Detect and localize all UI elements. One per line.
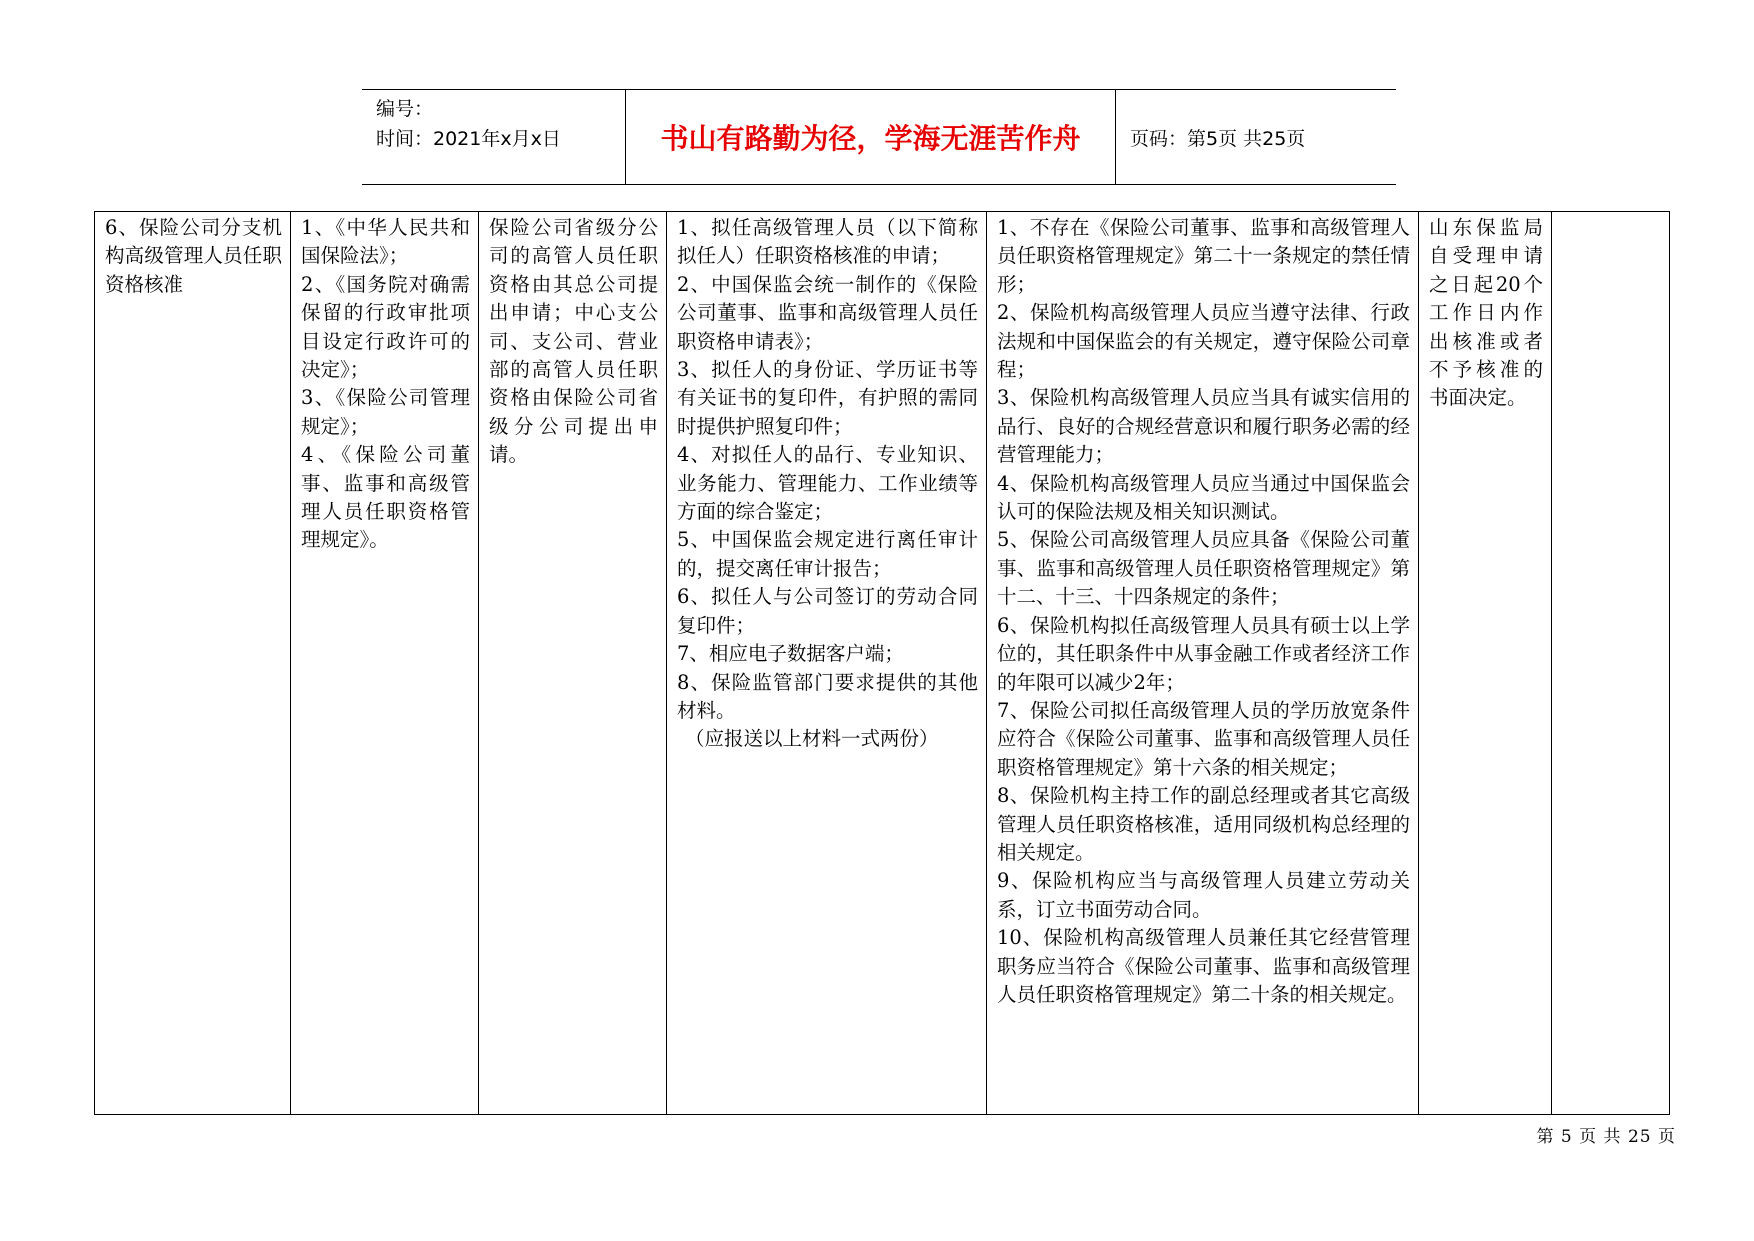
condition-item: 3、保险机构高级管理人员应当具有诚实信用的品行、良好的合规经营意识和履行职务必需的经营管理能力； <box>997 386 1410 467</box>
applicant-text: 保险公司省级分公司的高管人员任职资格由其总公司提出申请；中心支公司、支公司、营业部的高管人员任职资格由保险公司省级分公司提出申请。 <box>489 216 658 467</box>
material-item: 3、拟任人的身份证、学历证书等有关证书的复印件，有护照的需同时提供护照复印件； <box>677 358 978 438</box>
header-page-label: 页码：第5页 共25页 <box>1130 127 1306 150</box>
applicant-cell <box>479 212 667 1115</box>
legal-basis-cell <box>291 212 479 1115</box>
content-table <box>94 211 1670 1115</box>
page-header <box>362 89 1396 185</box>
condition-item: 1、不存在《保险公司董事、监事和高级管理人员任职资格管理规定》第二十一条规定的禁任情形； <box>997 216 1410 296</box>
basis-item: 3、《保险公司管理规定》； <box>301 386 470 438</box>
table-row <box>95 212 1670 1115</box>
item-name: 6、保险公司分支机构高级管理人员任职资格核准 <box>105 216 282 296</box>
condition-item: 10、保险机构高级管理人员兼任其它经营管理职务应当符合《保险公司董事、监事和高级管理人员任职资格管理规定》第二十条的相关规定。 <box>997 926 1410 1006</box>
page-footer <box>1537 1122 1676 1147</box>
material-item: 1、拟任高级管理人员（以下简称拟任人）任职资格核准的申请； <box>677 216 978 268</box>
remark-cell <box>1552 212 1670 1115</box>
header-motto-cell <box>626 90 1116 184</box>
basis-item: 2、《国务院对确需保留的行政审批项目设定行政许可的决定》； <box>301 272 470 382</box>
time-limit-text: 山东保监局自受理申请之日起20个工作日内作出核准或者不予核准的书面决定。 <box>1429 216 1543 410</box>
document-time-label: 时间：2021年x月x日 <box>376 128 561 150</box>
header-motto: 书山有路勤为径，学海无涯苦作舟 <box>660 122 1081 155</box>
condition-item: 5、保险公司高级管理人员应具备《保险公司董事、监事和高级管理人员任职资格管理规定》第十二、十三、十四条规定的条件； <box>997 528 1410 609</box>
basis-item: 4、《保险公司董事、监事和高级管理人员任职资格管理规定》。 <box>301 443 470 552</box>
material-note: （应报送以上材料一式两份） <box>685 727 939 751</box>
condition-item: 4、保险机构高级管理人员应当通过中国保监会认可的保险法规及相关知识测试。 <box>997 471 1410 524</box>
material-item: 4、对拟任人的品行、专业知识、业务能力、管理能力、工作业绩等方面的综合鉴定； <box>677 443 978 524</box>
document-number-label: 编号： <box>376 98 434 120</box>
condition-item: 6、保险机构拟任高级管理人员具有硕士以上学位的，其任职条件中从事金融工作或者经济工作的年限可以减少2年； <box>997 613 1410 694</box>
material-item: 7、相应电子数据客户端； <box>677 642 904 666</box>
condition-item: 7、保险公司拟任高级管理人员的学历放宽条件应符合《保险公司董事、监事和高级管理人员任职资格管理规定》第十六条的相关规定； <box>997 698 1410 779</box>
materials-cell <box>667 212 987 1115</box>
item-name-cell <box>95 212 291 1115</box>
header-page-number <box>1116 90 1396 184</box>
basis-item: 1、《中华人民共和国保险法》； <box>301 216 470 268</box>
header-info <box>362 90 626 184</box>
footer-page-number: 第 5 页 共 25 页 <box>1536 1127 1676 1147</box>
material-item: 6、拟任人与公司签订的劳动合同复印件； <box>677 585 978 637</box>
condition-item: 8、保险机构主持工作的副总经理或者其它高级管理人员任职资格核准，适用同级机构总经理的相关规定。 <box>997 784 1410 864</box>
condition-item: 9、保险机构应当与高级管理人员建立劳动关系，订立书面劳动合同。 <box>997 869 1410 921</box>
material-item: 2、中国保监会统一制作的《保险公司董事、监事和高级管理人员任职资格申请表》； <box>677 272 978 353</box>
time-limit-cell <box>1419 212 1552 1115</box>
conditions-cell <box>987 212 1419 1115</box>
material-item: 5、中国保监会规定进行离任审计的，提交离任审计报告； <box>677 528 978 580</box>
condition-item: 2、保险机构高级管理人员应当遵守法律、行政法规和中国保监会的有关规定，遵守保险公司章程； <box>997 301 1410 382</box>
material-item: 8、保险监管部门要求提供的其他材料。 <box>677 670 978 722</box>
